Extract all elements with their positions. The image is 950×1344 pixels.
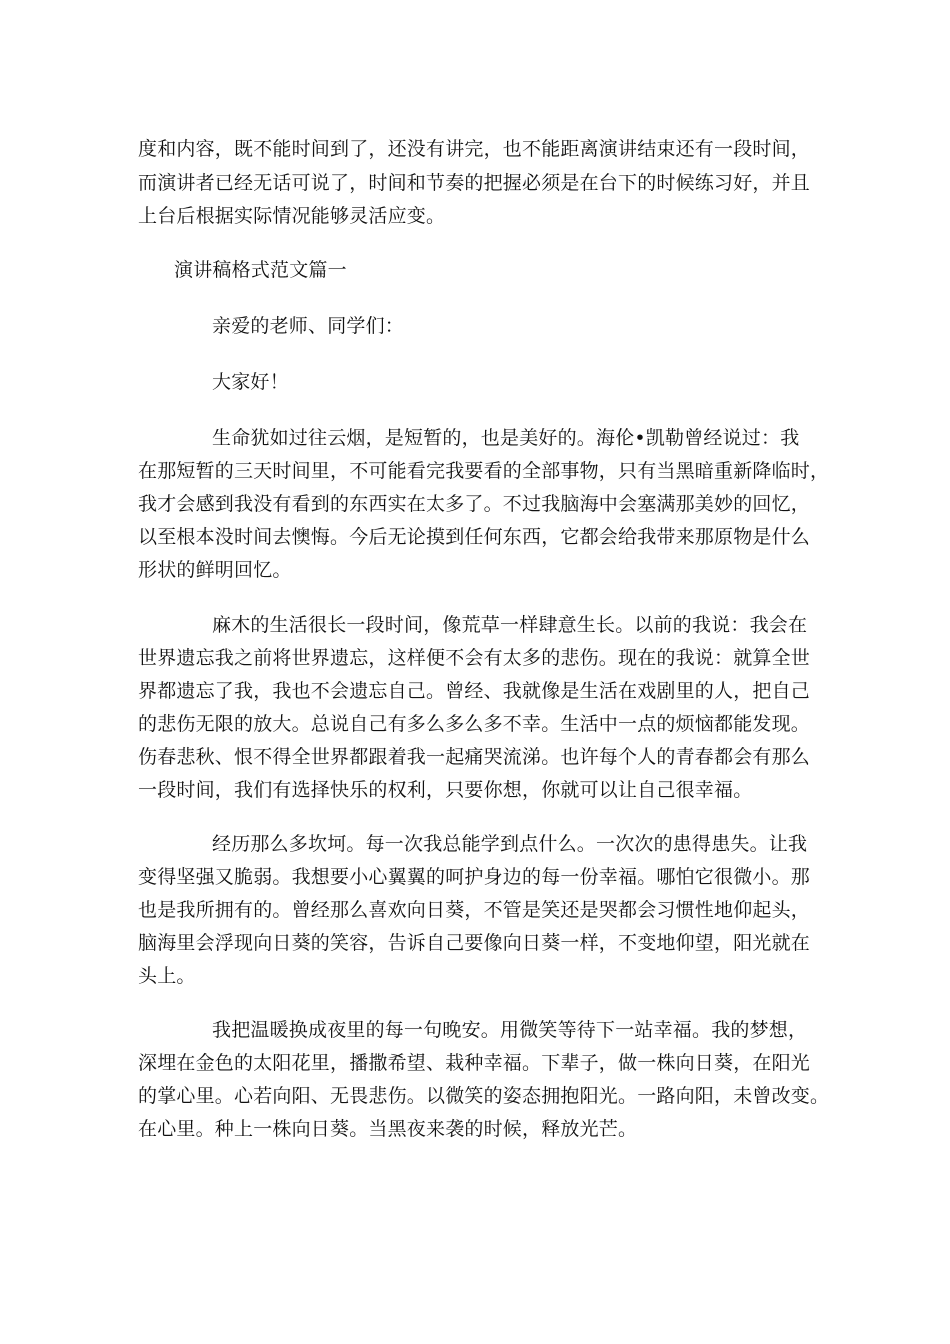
paragraph-2-line: 麻木的生活很长一段时间，像荒草一样肆意生长。以前的我说：我会在 (212, 614, 808, 636)
paragraph-3-line: 经历那么多坎坷。每一次我总能学到点什么。一次次的患得患失。让我 (212, 833, 808, 855)
intro-line: 度和内容，既不能时间到了，还没有讲完，也不能距离演讲结束还有一段时间， (138, 138, 811, 160)
paragraph-4-line: 我把温暖换成夜里的每一句晚安。用微笑等待下一站幸福。我的梦想， (212, 1019, 808, 1041)
intro-line: 而演讲者已经无话可说了，时间和节奏的把握必须是在台下的时候练习好，并且 (138, 172, 811, 194)
paragraph-1-line: 生命犹如过往云烟，是短暂的，也是美好的。海伦•凯勒曾经说过：我 (212, 427, 800, 449)
paragraph-3-line: 头上。 (138, 965, 196, 987)
paragraph-1-line: 以至根本没时间去懊悔。今后无论摸到任何东西，它都会给我带来那原物是什么 (138, 526, 811, 548)
intro-line: 上台后根据实际情况能够灵活应变。 (138, 205, 446, 227)
paragraph-2-line: 的悲伤无限的放大。总说自己有多么多么多不幸。生活中一点的烦恼都能发现。 (138, 713, 811, 735)
paragraph-4-line: 深埋在金色的太阳花里，播撒希望、栽种幸福。下辈子，做一株向日葵，在阳光 (138, 1052, 811, 1074)
section-title: 演讲稿格式范文篇一 (174, 259, 347, 281)
paragraph-2-line: 界都遗忘了我，我也不会遗忘自己。曾经、我就像是生活在戏剧里的人，把自己 (138, 680, 811, 702)
paragraph-3-line: 也是我所拥有的。曾经那么喜欢向日葵，不管是笑还是哭都会习惯性地仰起头， (138, 899, 811, 921)
salutation: 亲爱的老师、同学们： (212, 315, 405, 337)
paragraph-3-line: 脑海里会浮现向日葵的笑容，告诉自己要像向日葵一样，不变地仰望，阳光就在 (138, 932, 811, 954)
paragraph-1-line: 我才会感到我没有看到的东西实在太多了。不过我脑海中会塞满那美妙的回忆， (138, 493, 811, 515)
paragraph-3-line: 变得坚强又脆弱。我想要小心翼翼的呵护身边的每一份幸福。哪怕它很微小。那 (138, 866, 811, 888)
paragraph-1-line: 在那短暂的三天时间里，不可能看完我要看的全部事物，只有当黑暗重新降临时， (138, 460, 830, 482)
paragraph-4-line: 的掌心里。心若向阳、无畏悲伤。以微笑的姿态拥抱阳光。一路向阳，未曾改变。 (138, 1085, 830, 1107)
paragraph-2-line: 伤春悲秋、恨不得全世界都跟着我一起痛哭流涕。也许每个人的青春都会有那么 (138, 746, 811, 768)
paragraph-1-line: 形状的鲜明回忆。 (138, 559, 292, 581)
greeting: 大家好！ (212, 371, 289, 393)
paragraph-2-line: 一段时间，我们有选择快乐的权利，只要你想，你就可以让自己很幸福。 (138, 779, 753, 801)
paragraph-4-line: 在心里。种上一株向日葵。当黑夜来袭的时候，释放光芒。 (138, 1118, 638, 1140)
paragraph-2-line: 世界遗忘我之前将世界遗忘，这样便不会有太多的悲伤。现在的我说：就算全世 (138, 647, 811, 669)
